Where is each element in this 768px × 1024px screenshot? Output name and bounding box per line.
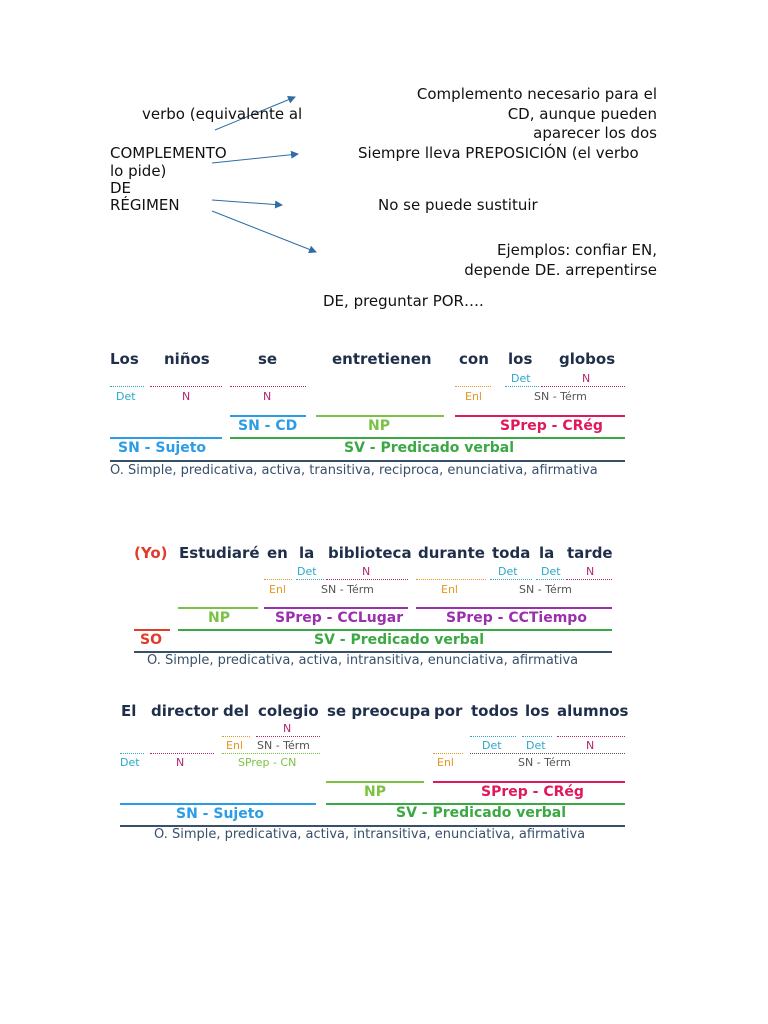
s2-dot-n — [326, 579, 408, 580]
s3-label-det2: Det — [482, 739, 502, 752]
s1-label-term: SN - Térm — [534, 390, 587, 403]
s2-word-la2: la — [539, 544, 555, 562]
s2-label-enl2: Enl — [441, 583, 458, 596]
s3-dot-n — [150, 753, 214, 754]
s1-dot-enl — [455, 386, 491, 387]
s3-dot-n2 — [557, 736, 625, 737]
s1-word-ninos: niños — [164, 350, 210, 368]
s1-sujeto: SN - Sujeto — [118, 440, 207, 456]
s1-word-los2: los — [508, 350, 533, 368]
note-line3: aparecer los dos — [533, 124, 657, 142]
s2-label-det2: Det — [498, 565, 518, 578]
s1-dot-det2 — [505, 386, 539, 387]
s1-line-np — [316, 415, 444, 417]
note-lopide: lo pide) — [110, 162, 167, 180]
s2-word-yo: (Yo) — [134, 544, 168, 562]
s1-label-n: N — [182, 390, 191, 403]
s3-word-los: los — [525, 702, 550, 720]
s3-label-enl2: Enl — [437, 756, 454, 769]
s3-dot-cn — [222, 753, 320, 754]
s3-line-sujeto — [120, 803, 316, 805]
s1-label-enl: Enl — [465, 390, 482, 403]
s3-dot-det — [120, 753, 144, 754]
s2-label-term2: SN - Térm — [519, 583, 572, 596]
s3-label-det3: Det — [526, 739, 546, 752]
s2-cctiempo: SPrep - CCTiempo — [446, 610, 587, 626]
s3-label-term: SN - Térm — [257, 739, 310, 752]
s1-label-det2: Det — [511, 372, 531, 385]
s3-sujeto: SN - Sujeto — [176, 806, 265, 822]
s1-summary: O. Simple, predicativa, activa, transitiva, reciproca, enunciativa, afirmativa — [110, 463, 598, 478]
s3-word-colegio: colegio — [258, 702, 319, 720]
s3-np: NP — [364, 784, 386, 800]
s3-label-cn: SPrep - CN — [238, 756, 297, 769]
s3-word-todos: todos — [471, 702, 519, 720]
note-ej2: depende DE. arrepentirse — [464, 261, 657, 279]
s1-label-n2: N — [263, 390, 272, 403]
s3-line-np — [326, 781, 424, 783]
s3-word-del: del — [223, 702, 250, 720]
s1-dot-det — [110, 386, 144, 387]
s2-word-en: en — [267, 544, 288, 562]
note-regimen: RÉGIMEN — [110, 196, 180, 214]
s1-dot-n3 — [541, 386, 625, 387]
s2-dot-n2 — [566, 579, 612, 580]
s3-word-alumnos: alumnos — [557, 702, 629, 720]
s2-label-enl: Enl — [269, 583, 286, 596]
arrow-3 — [212, 200, 282, 205]
s3-dot-det2 — [470, 736, 516, 737]
s2-line-cctiempo — [416, 607, 612, 609]
note-line1: Complemento necesario para el — [416, 85, 657, 103]
s1-word-se: se — [258, 350, 278, 368]
s3-creg: SPrep - CRég — [481, 784, 584, 800]
s2-label-n2: N — [586, 565, 595, 578]
s1-dot-n — [150, 386, 222, 387]
s1-line-sv — [230, 437, 625, 439]
s2-so: SO — [140, 632, 162, 648]
s2-np: NP — [208, 610, 230, 626]
arrow-4 — [212, 211, 316, 252]
s3-word-por: por — [434, 702, 463, 720]
note-complemento: COMPLEMENTO — [110, 144, 227, 162]
s1-word-con: con — [459, 350, 489, 368]
s1-word-los: Los — [110, 350, 139, 368]
s2-word-biblioteca: biblioteca — [328, 544, 412, 562]
s1-dot-n2 — [230, 386, 306, 387]
s2-dot-det2 — [490, 579, 532, 580]
s1-label-det: Det — [116, 390, 136, 403]
s1-sv: SV - Predicado verbal — [344, 440, 515, 456]
s2-line-np — [178, 607, 258, 609]
s3-label-n: N — [176, 756, 185, 769]
s3-summary: O. Simple, predicativa, activa, intransitiva, enunciativa, afirmativa — [154, 827, 586, 842]
s2-dot-det — [296, 579, 324, 580]
note-siempre: Siempre lleva PREPOSICIÓN (el verbo — [358, 144, 639, 162]
s3-word-el: El — [121, 702, 137, 720]
s3-dot-ntop — [256, 736, 320, 737]
s2-label-term: SN - Térm — [321, 583, 374, 596]
note-ej3: DE, preguntar POR…. — [323, 292, 484, 310]
s2-word-tarde: tarde — [567, 544, 613, 562]
s1-line-oracion — [110, 460, 625, 462]
s3-label-enl: Enl — [226, 739, 243, 752]
s3-label-det: Det — [120, 756, 140, 769]
s3-dot-enl — [222, 736, 250, 737]
s3-label-term2: SN - Térm — [518, 756, 571, 769]
s1-word-entretienen: entretienen — [332, 350, 432, 368]
s3-sv: SV - Predicado verbal — [396, 805, 567, 821]
s3-dot-enl2 — [433, 753, 463, 754]
s2-cclugar: SPrep - CCLugar — [275, 610, 404, 626]
s3-word-sepreocupa: se preocupa — [327, 702, 431, 720]
s1-line-sncd — [230, 415, 306, 417]
s2-dot-enl — [264, 579, 292, 580]
s3-dot-term2 — [470, 753, 625, 754]
s1-np: NP — [368, 418, 390, 434]
s2-word-toda: toda — [492, 544, 531, 562]
note-ej1: Ejemplos: confiar EN, — [497, 241, 657, 259]
note-line2-left: verbo (equivalente al — [142, 105, 303, 123]
s2-line-cclugar — [264, 607, 408, 609]
note-line2-right: CD, aunque pueden — [507, 105, 657, 123]
note-de: DE — [110, 179, 132, 197]
s2-label-det3: Det — [541, 565, 561, 578]
s3-line-creg — [433, 781, 625, 783]
s2-line-so — [134, 629, 170, 631]
s1-word-globos: globos — [559, 350, 616, 368]
s2-label-n: N — [362, 565, 371, 578]
s2-line-sv — [178, 629, 612, 631]
s2-label-det: Det — [297, 565, 317, 578]
s3-label-n2: N — [586, 739, 595, 752]
s3-dot-det3 — [522, 736, 552, 737]
s1-line-sprep — [455, 415, 625, 417]
s2-word-durante: durante — [418, 544, 485, 562]
s2-word-la: la — [299, 544, 315, 562]
s2-sv: SV - Predicado verbal — [314, 632, 485, 648]
s1-sprep: SPrep - CRég — [500, 418, 603, 434]
note-nosust: No se puede sustituir — [378, 196, 538, 214]
s1-label-n3: N — [582, 372, 591, 385]
s2-word-estudiare: Estudiaré — [179, 544, 260, 562]
s3-label-ntop: N — [283, 722, 292, 735]
s3-word-director: director — [151, 702, 219, 720]
s1-sncd: SN - CD — [238, 418, 298, 434]
s2-dot-enl2 — [416, 579, 486, 580]
s1-line-sujeto — [110, 437, 222, 439]
s2-dot-det3 — [536, 579, 564, 580]
s2-summary: O. Simple, predicativa, activa, intransitiva, enunciativa, afirmativa — [147, 653, 579, 668]
